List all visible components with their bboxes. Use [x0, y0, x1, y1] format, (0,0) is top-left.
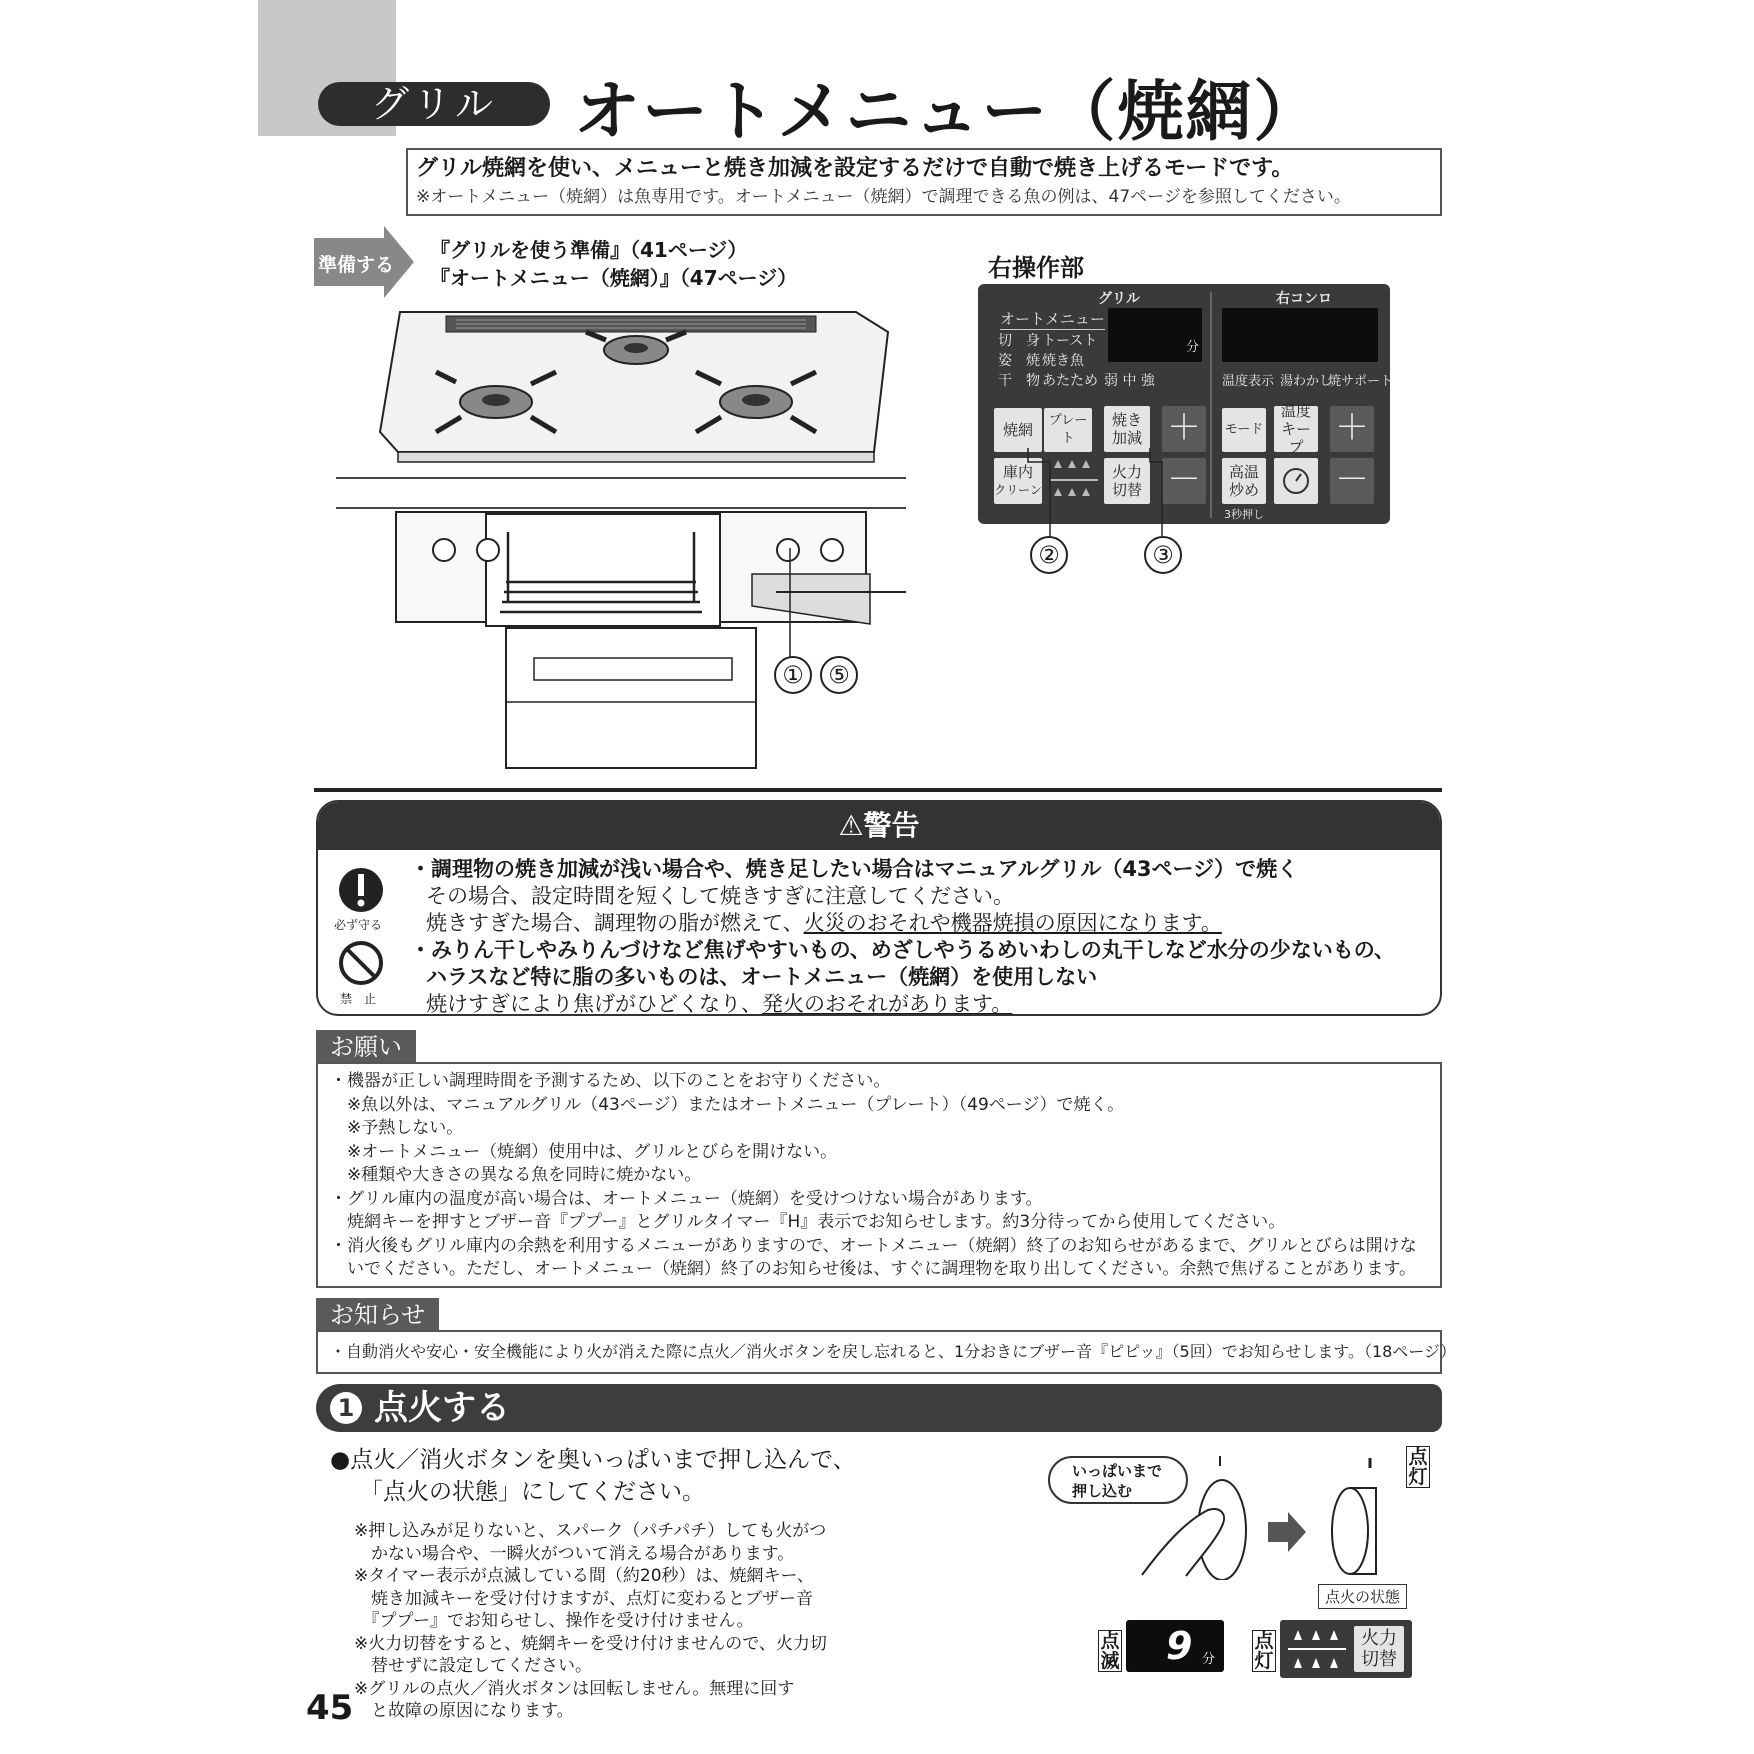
step-1-note-5: 『ププー』でお知らせし、操作を受け付けません。	[354, 1611, 754, 1631]
warning-b2-line3	[410, 991, 1395, 1016]
karyoku-label-1: 火力	[1111, 463, 1142, 481]
blink-label-1: 点	[1100, 1630, 1120, 1652]
warning-b2-title-1: ・みりん干しやみりんづけなど焦げやすいもの、めざしやうるめいわしの丸干しなど水分の少ないもの、	[410, 938, 1395, 962]
request-line-4: ※オートメニュー（焼網）使用中は、グリルとびらを開けない。	[330, 1141, 838, 1162]
grill-minus-button[interactable]: －	[1162, 458, 1206, 504]
page-title: オートメニュー（焼網）	[574, 73, 1322, 150]
step-1-main-2: 「点火の状態」にしてください。	[360, 1479, 705, 1505]
must-follow-caption: 必ず守る	[334, 918, 383, 932]
notice-header: お知らせ	[316, 1298, 439, 1332]
warning-b1-title: ・調理物の焼き加減が浅い場合や、焼き足したい場合はマニュアルグリル（43ページ）で焼く	[410, 857, 1299, 881]
callout-1: ①	[774, 656, 812, 694]
ondo-keep-button[interactable]	[1274, 402, 1318, 456]
request-line-5: ※種類や大きさの異なる魚を同時に焼かない。	[330, 1165, 702, 1185]
menu-item-sugatayaki: 姿 焼	[998, 353, 1040, 369]
push-bubble-line-2: 押し込む	[1072, 1482, 1133, 1500]
hold-note: 3秒押し	[1224, 508, 1264, 521]
page-number: 45	[306, 1688, 354, 1728]
grill-label: グリル	[1098, 291, 1140, 307]
grill-plus-button[interactable]: ＋	[1162, 406, 1206, 452]
right-minus-button[interactable]: －	[1330, 458, 1374, 504]
timer-unit: 分	[1202, 1652, 1216, 1667]
request-header: お願い	[316, 1030, 416, 1064]
panel-divider	[1210, 292, 1212, 518]
blink-label	[1098, 1630, 1122, 1672]
warning-b1-line3-pre: 焼きすぎた場合、調理物の脂が燃えて、	[426, 911, 804, 935]
section-divider	[314, 788, 1442, 792]
must-follow-icon	[336, 866, 386, 918]
prep-link-2[interactable]: 『オートメニュー（焼網）』（47ページ）	[430, 266, 798, 290]
timer-icon	[1281, 466, 1311, 496]
menu-item-atatame: あたため	[1042, 373, 1098, 389]
step-1-note-9: と故障の原因になります。	[354, 1701, 574, 1721]
callout-3: ③	[1144, 536, 1182, 574]
menu-item-himono: 干 物	[998, 373, 1040, 389]
category-pill: グリル	[318, 82, 550, 126]
warning-title: 警告	[863, 809, 920, 842]
intro-line-1: グリル焼網を使い、メニューと焼き加減を設定するだけで自動で焼き上げるモードです。	[416, 156, 1294, 181]
lit-label	[1406, 1446, 1430, 1488]
blink-label-2: 滅	[1100, 1650, 1120, 1672]
warning-b2-title-2: ハラスなど特に脂の多いものは、オートメニュー（焼網）を使用しない	[426, 965, 1098, 989]
request-line-3: ※予熱しない。	[330, 1118, 464, 1138]
callout-5: ⑤	[820, 656, 858, 694]
panel-caption: 右操作部	[988, 254, 1084, 282]
warning-b2-line3-pre: 焼けすぎにより焦げがひどくなり、	[426, 992, 762, 1016]
lit-label-1: 点	[1408, 1446, 1428, 1468]
mode-button[interactable]	[1222, 408, 1266, 452]
warning-b2-line3-underline: 発火のおそれがあります。	[762, 992, 1013, 1016]
menu-item-kirimi: 切 身	[998, 333, 1040, 349]
lit-label-b1: 点	[1254, 1630, 1274, 1652]
fire-level-display	[1280, 1620, 1412, 1678]
step-1-note-1: ※押し込みが足りないと、スパーク（パチパチ）しても火がつ	[354, 1521, 827, 1541]
step-1-note-6: ※火力切替をすると、焼網キーを受け付けませんので、火力切	[354, 1633, 827, 1654]
lit-label-2	[1252, 1630, 1276, 1672]
request-box	[316, 1062, 1442, 1288]
notice-box	[316, 1330, 1457, 1374]
koon-label-1: 高温	[1228, 463, 1259, 481]
menu-item-yakizakana: 焼き魚	[1042, 353, 1084, 369]
push-bubble-line-1: いっぱいまで	[1072, 1462, 1163, 1480]
request-line-7: 焼網キーを押すとブザー音『ププー』とグリルタイマー『H』表示でお知らせします。約3分待ってから使用してください。	[330, 1212, 1286, 1232]
step-1-main-1: ●点火／消火ボタンを奥いっぱいまで押し込んで、	[330, 1447, 856, 1473]
heat-levels: 弱 中 強	[1104, 373, 1155, 389]
ondo-label-1: 温度	[1280, 402, 1311, 420]
opt-boil: 湯わかし	[1280, 374, 1333, 389]
display-unit: 分	[1186, 340, 1200, 355]
request-line-6: ・グリル庫内の温度が高い場合は、オートメニュー（焼網）を受けつけない場合があります。	[330, 1188, 1043, 1209]
callout-1-leader	[780, 548, 800, 658]
prohibited-icon	[336, 938, 386, 988]
warning-box	[316, 800, 1442, 1016]
konai-label-1: 庫内	[1002, 463, 1033, 481]
yakikagen-button[interactable]	[1104, 406, 1150, 452]
blinking-timer-display	[1126, 1620, 1224, 1672]
fire-level-lit-icon	[1286, 1626, 1348, 1672]
koon-label-2: 炒め	[1228, 481, 1259, 499]
step-1-note-2: かない場合や、一瞬火がついて消える場合があります。	[354, 1543, 795, 1564]
request-line-9: いでください。ただし、オートメニュー（焼網）終了のお知らせ後は、すぐに調理物を取り出してください。余熱で焦げることがあります。	[330, 1259, 1416, 1279]
cooktop-illustration	[336, 302, 906, 774]
lit-label-2: 灯	[1408, 1466, 1428, 1488]
step-1-notes	[354, 1520, 827, 1723]
auto-menu-label: オートメニュー	[1000, 310, 1105, 328]
panel-callout-leaders	[1020, 448, 1190, 538]
warning-header	[318, 802, 1440, 850]
plate-button[interactable]	[1044, 408, 1092, 452]
notice-line: ・自動消火や安心・安全機能により火が消えた際に点火／消火ボタンを戻し忘れると、1分おきにブザー音『ピピッ』（5回）でお知らせします。（18ページ）	[330, 1342, 1457, 1361]
intro-line-2: ※オートメニュー（焼網）は魚専用です。オートメニュー（焼網）で調理できる魚の例は、47ページを参照してください。	[416, 187, 1351, 207]
fire-switch-button[interactable]	[1354, 1626, 1404, 1672]
opt-temp-display: 温度表示	[1222, 374, 1275, 389]
push-button-illustration	[1138, 1450, 1398, 1580]
karyoku-label-2: 切替	[1111, 481, 1142, 499]
prohibited-caption: 禁 止	[340, 992, 377, 1006]
warning-b1-line2: その場合、設定時間を短くして焼きすぎに注意してください。	[426, 884, 1014, 908]
yakikagen-label-1: 焼き	[1111, 411, 1142, 429]
warning-body	[410, 856, 1395, 1016]
ondo-label-2: キープ	[1280, 420, 1311, 456]
prep-link-1[interactable]: 『グリルを使う準備』（41ページ）	[430, 238, 748, 262]
fire-btn-label-2: 切替	[1361, 1649, 1397, 1670]
koon-itame-button[interactable]	[1222, 458, 1266, 504]
yakiami-label: 焼網	[1002, 421, 1033, 439]
yakikagen-label-2: 加減	[1111, 429, 1142, 447]
lit-label-b2: 灯	[1254, 1650, 1274, 1672]
right-burner-label: 右コンロ	[1276, 291, 1332, 307]
step-1-title: 点火する	[374, 1388, 510, 1428]
request-line-2: ※魚以外は、マニュアルグリル（43ページ）またはオートメニュー（プレート）（49ページ）で焼く。	[330, 1094, 1125, 1115]
step-1-note-8: ※グリルの点火／消火ボタンは回転しません。無理に回す	[354, 1678, 795, 1699]
timer-button[interactable]	[1274, 458, 1318, 504]
plate-label: プレート	[1048, 413, 1088, 446]
request-line-8: ・消火後もグリル庫内の余熱を利用するメニューがありますので、オートメニュー（焼網）終了のお知らせがあるまで、グリルとびらは開けな	[330, 1235, 1417, 1256]
prep-label: 準備する	[318, 254, 395, 276]
opt-yaki-support: 焼サポート	[1328, 374, 1394, 389]
request-line-1: ・機器が正しい調理時間を予測するため、以下のことをお守りください。	[330, 1071, 891, 1091]
right-burner-display	[1222, 308, 1378, 362]
ignition-state-label: 点火の状態	[1318, 1584, 1407, 1609]
step-1-note-4: 焼き加減キーを受け付けますが、点灯に変わるとブザー音	[354, 1588, 813, 1609]
menu-item-toast: トースト	[1042, 333, 1098, 349]
mode-label: モード	[1224, 422, 1264, 437]
fire-btn-label-1: 火力	[1361, 1628, 1397, 1649]
yakiami-button[interactable]	[994, 408, 1042, 452]
timer-digit: 9	[1166, 1624, 1193, 1668]
step-1-note-3: ※タイマー表示が点滅している間（約20秒）は、焼網キー、	[354, 1566, 814, 1586]
konai-label-2: クリーン	[994, 483, 1042, 497]
right-plus-button[interactable]: ＋	[1330, 406, 1374, 452]
warning-b1-line3	[410, 910, 1395, 937]
step-1-number: 1	[330, 1392, 362, 1424]
intro-box	[406, 148, 1442, 216]
callout-2: ②	[1030, 536, 1068, 574]
warning-triangle-icon: ⚠	[838, 809, 864, 842]
step-1-note-7: 替せずに設定してください。	[354, 1656, 592, 1676]
warning-b1-line3-underline: 火災のおそれや機器焼損の原因になります。	[803, 911, 1222, 935]
